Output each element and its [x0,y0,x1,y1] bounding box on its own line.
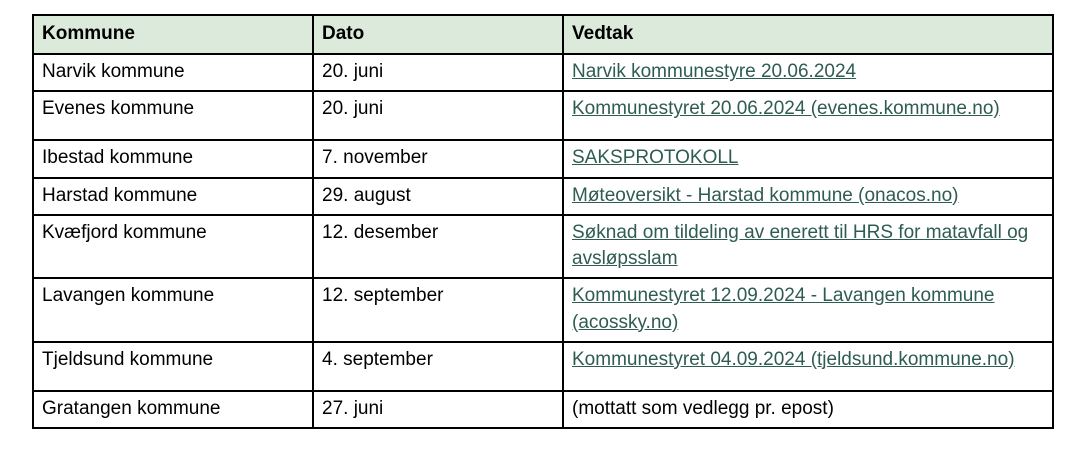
table-row [33,278,1053,341]
vedtak-link[interactable]: SAKSPROTOKOLL [572,147,739,169]
cell-dato: 12. desember [313,215,563,278]
cell-dato: 20. juni [313,91,563,140]
cell-dato: 20. juni [313,54,563,91]
vedtak-note: (mottatt som vedlegg pr. epost) [572,397,834,419]
cell-kommune: Narvik kommune [33,54,313,91]
vedtak-link[interactable]: Søknad om tildeling av enerett til HRS for matavfall og avsløpsslam [572,221,1029,270]
column-header-dato: Dato [313,15,563,54]
column-header-kommune: Kommune [33,15,313,54]
table-row [33,91,1053,140]
table-header [33,15,1053,54]
cell-vedtak [563,342,1053,391]
table-row [33,54,1053,91]
table-row [33,342,1053,391]
cell-kommune: Gratangen kommune [33,391,313,428]
vedtak-link[interactable]: Kommunestyret 12.09.2024 - Lavangen kommune (acossky.no) [572,285,995,333]
cell-kommune: Kvæfjord kommune [33,215,313,278]
cell-kommune: Lavangen kommune [33,278,313,341]
cell-vedtak [563,54,1053,91]
cell-kommune: Ibestad kommune [33,140,313,177]
column-header-vedtak: Vedtak [563,15,1053,54]
cell-kommune: Evenes kommune [33,91,313,140]
table-row [33,140,1053,177]
cell-dato: 27. juni [313,391,563,428]
decision-table [32,14,1054,429]
cell-vedtak [563,178,1053,215]
cell-dato: 12. september [313,278,563,341]
cell-kommune: Tjeldsund kommune [33,342,313,391]
table-row [33,178,1053,215]
cell-dato: 4. september [313,342,563,391]
cell-kommune: Harstad kommune [33,178,313,215]
vedtak-link[interactable]: Kommunestyret 20.06.2024 (evenes.kommune.no) [572,98,1000,120]
table-row [33,215,1053,278]
cell-vedtak [563,140,1053,177]
vedtak-link[interactable]: Narvik kommunestyre 20.06.2024 [572,61,857,83]
table-header-row [33,15,1053,54]
table-row [33,391,1053,428]
cell-vedtak [563,91,1053,140]
cell-vedtak [563,391,1053,428]
table-body [33,54,1053,428]
vedtak-link[interactable]: Møteoversikt - Harstad kommune (onacos.no) [572,184,959,206]
cell-dato: 7. november [313,140,563,177]
cell-vedtak [563,278,1053,341]
cell-dato: 29. august [313,178,563,215]
vedtak-link[interactable]: Kommunestyret 04.09.2024 (tjeldsund.kommune.no) [572,348,1015,370]
cell-vedtak [563,215,1053,278]
